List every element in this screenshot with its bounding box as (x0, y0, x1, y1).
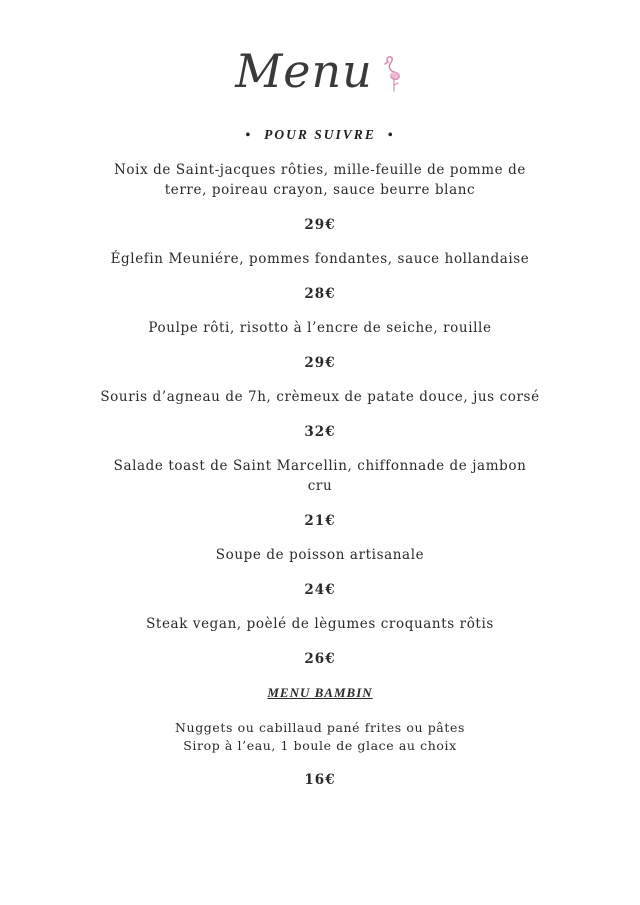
menu-title-block (0, 36, 640, 106)
dish-price: 32€ (304, 424, 336, 440)
bambin-line-1: Nuggets ou cabillaud pané frites ou pâtes (175, 720, 465, 735)
bullet-right: • (387, 127, 395, 142)
dish-name: Églefin Meuniére, pommes fondantes, sauce hollandaise (110, 251, 530, 267)
dish-name: Noix de Saint-jacques rôties, mille-feuille de pomme de terre, poireau crayon, sauce beurre blanc (114, 162, 526, 198)
bullet-left: • (245, 127, 253, 142)
section-title: POUR SUIVRE (264, 127, 376, 142)
bambin-price: 16€ (304, 772, 336, 788)
flamingo-icon (379, 54, 405, 94)
dish-name: Steak vegan, poèlé de lègumes croquants rôtis (146, 616, 494, 632)
dish-name: Souris d’agneau de 7h, crèmeux de patate douce, jus corsé (100, 389, 540, 405)
dish-list (100, 160, 540, 804)
dish-price: 24€ (304, 582, 336, 598)
dish-name: Soupe de poisson artisanale (215, 547, 425, 563)
section-heading (0, 127, 640, 143)
dish-price: 29€ (304, 217, 336, 233)
menu-title: Menu (235, 44, 373, 98)
dish-price: 29€ (304, 355, 336, 371)
dish-name: Salade toast de Saint Marcellin, chiffonnade de jambon cru (113, 458, 527, 494)
dish-price: 21€ (304, 513, 336, 529)
dish-price: 26€ (304, 651, 336, 667)
bambin-heading: MENU BAMBIN (267, 685, 373, 700)
dish-name: Poulpe rôti, risotto à l’encre de seiche, rouille (148, 320, 492, 336)
bambin-line-2: Sirop à l’eau, 1 boule de glace au choix (183, 738, 457, 753)
dish-price: 28€ (304, 286, 336, 302)
